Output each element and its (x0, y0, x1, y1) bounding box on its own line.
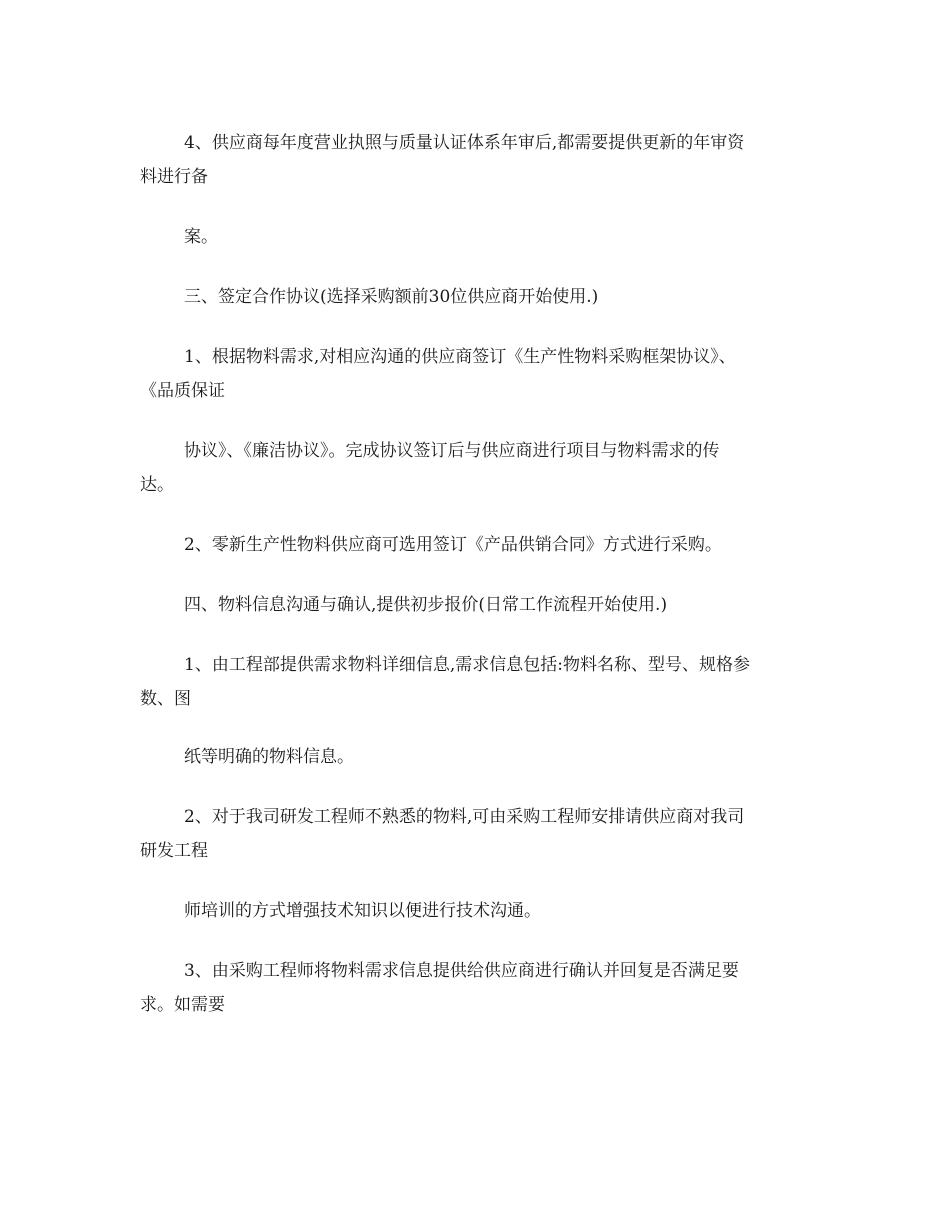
paragraph-confirm-requirements (140, 954, 820, 1022)
paragraph-drawing-info (140, 740, 820, 774)
text-line: 案。 (184, 227, 218, 247)
paragraph-sales-contract (140, 528, 820, 562)
text-line: 纸等明确的物料信息。 (184, 747, 354, 767)
text-line: 达。 (140, 475, 174, 495)
text-line: 1、由工程部提供需求物料详细信息,需求信息包括:物料名称、型号、规格参 (184, 655, 750, 675)
section-heading-material-info (140, 588, 820, 622)
paragraph-sign-agreements (140, 340, 820, 408)
paragraph-training-method (140, 894, 820, 928)
paragraph-engineering-info (140, 648, 820, 716)
text-line: 协议》、《廉洁协议》。完成协议签订后与供应商进行项目与物料需求的传 (184, 441, 720, 461)
text-line: 料进行备 (140, 167, 208, 187)
text-line: 3、由采购工程师将物料需求信息提供给供应商进行确认并回复是否满足要 (184, 961, 739, 981)
paragraph-filing (140, 220, 820, 254)
text-line: 2、零新生产性物料供应商可选用签订《产品供销合同》方式进行采购。 (184, 535, 722, 555)
text-line: 2、对于我司研发工程师不熟悉的物料,可由采购工程师安排请供应商对我司 (184, 807, 745, 827)
paragraph-agreement-completion (140, 434, 820, 502)
text-line: 4、供应商每年度营业执照与质量认证体系年审后,都需要提供更新的年审资 (184, 133, 745, 153)
text-line: 数、图 (140, 689, 191, 709)
text-line: 求。如需要 (140, 995, 225, 1015)
section-heading-agreement (140, 280, 820, 314)
text-line: 四、物料信息沟通与确认,提供初步报价(日常工作流程开始使用.) (184, 595, 668, 615)
text-line: 《品质保证 (140, 381, 225, 401)
text-line: 1、根据物料需求,对相应沟通的供应商签订《生产性物料采购框架协议》、 (184, 347, 736, 367)
paragraph-supplier-training (140, 800, 820, 868)
text-line: 三、签定合作协议(选择采购额前30位供应商开始使用.) (184, 287, 599, 307)
text-line: 研发工程 (140, 841, 208, 861)
text-line: 师培训的方式增强技术知识以便进行技术沟通。 (184, 901, 541, 921)
paragraph-annual-review (140, 126, 820, 194)
